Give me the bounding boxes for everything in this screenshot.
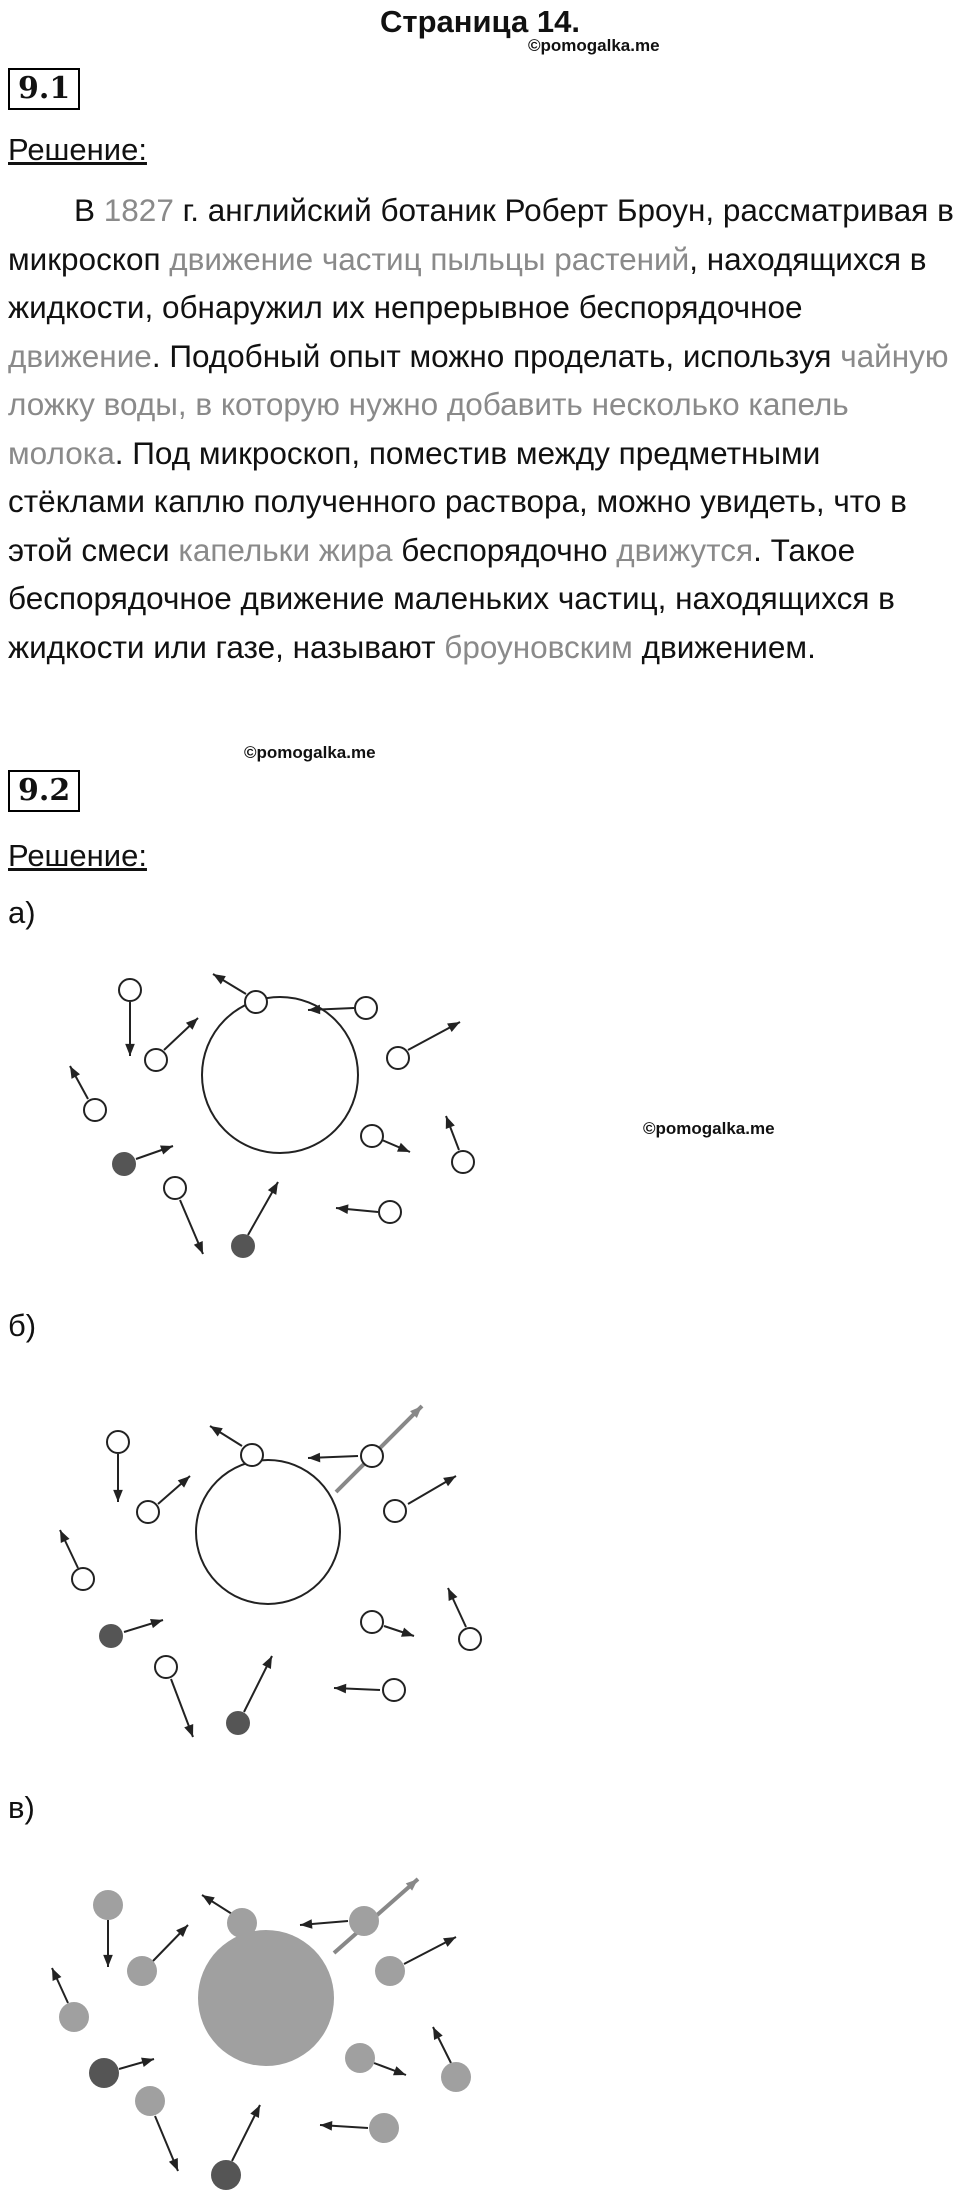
small-particle: [93, 1890, 123, 1920]
arrowhead: [250, 2105, 260, 2118]
arrowhead: [160, 1145, 173, 1154]
highlighted-phrase: движутся: [616, 531, 754, 568]
arrowhead: [320, 2121, 332, 2131]
small-particle: [384, 1500, 406, 1522]
large-particle: [202, 997, 358, 1153]
small-particle: [361, 1125, 383, 1147]
small-particle: [227, 1908, 257, 1938]
small-particle: [383, 1679, 405, 1701]
arrowhead: [447, 1022, 460, 1032]
arrowhead: [60, 1530, 70, 1543]
task-number-9-1: 9.1: [8, 68, 80, 110]
arrowhead: [141, 2058, 154, 2067]
arrowhead: [393, 2066, 406, 2075]
arrowhead: [262, 1656, 272, 1669]
small-particle: [349, 1906, 379, 1936]
small-particle: [459, 1628, 481, 1650]
arrowhead: [113, 1490, 123, 1502]
arrowhead: [210, 1426, 223, 1436]
task-number-9-2: 9.2: [8, 770, 80, 812]
small-particle: [361, 1611, 383, 1633]
watermark: ©pomogalka.me: [643, 1119, 775, 1138]
highlighted-phrase: 1827: [103, 192, 174, 228]
arrowhead: [150, 1619, 163, 1628]
arrowhead: [70, 1066, 80, 1079]
arrowhead: [443, 1476, 456, 1486]
large-particle: [196, 1460, 340, 1604]
highlighted-phrase: броуновским: [444, 628, 633, 665]
small-particle: [59, 2002, 89, 2032]
highlighted-phrase: чайную ложку воды, в которую нужно добавить несколько капель молока: [8, 337, 949, 471]
small-particle: [137, 1501, 159, 1523]
dark-particle: [226, 1711, 250, 1735]
figure-label-a: а): [8, 895, 36, 930]
arrowhead: [397, 1143, 410, 1152]
small-particle: [375, 1956, 405, 1986]
small-particle: [387, 1047, 409, 1069]
text-fragment: В: [74, 192, 104, 228]
arrowhead: [125, 1044, 135, 1056]
arrowhead: [446, 1116, 455, 1129]
arrowhead: [184, 1724, 193, 1737]
small-particle: [241, 1444, 263, 1466]
highlighted-phrase: капельки жира: [178, 531, 393, 568]
small-particle: [155, 1656, 177, 1678]
small-particle: [84, 1099, 106, 1121]
brownian-figure-a: [8, 948, 488, 1280]
small-particle: [379, 1201, 401, 1223]
dark-particle: [231, 1234, 255, 1258]
figure-label-c: в): [8, 1790, 35, 1825]
arrowhead: [308, 1453, 320, 1463]
arrowhead: [169, 2158, 178, 2171]
text-fragment: движением.: [632, 628, 816, 665]
small-particle: [135, 2086, 165, 2116]
small-particle: [164, 1177, 186, 1199]
arrowhead: [443, 1937, 456, 1947]
arrowhead: [52, 1968, 61, 1981]
text-fragment: . Под микроскоп, поместив между предметными стёклами каплю полученного раствора, можно увидеть, что в этой смеси: [8, 434, 907, 568]
arrowhead: [103, 1955, 113, 1967]
page-title: Страница 14.: [380, 4, 580, 39]
highlighted-phrase: движение: [8, 337, 152, 374]
large-particle: [198, 1930, 334, 2066]
text-fragment: г. английский ботаник Роберт Броун, рассматривая в микроскоп: [8, 192, 954, 277]
watermark: ©pomogalka.me: [244, 743, 376, 762]
arrowhead: [213, 974, 226, 984]
small-particle: [72, 1568, 94, 1590]
small-particle: [145, 1049, 167, 1071]
small-particle: [355, 997, 377, 1019]
small-particle: [245, 991, 267, 1013]
arrowhead: [194, 1241, 203, 1254]
highlighted-phrase: движение частиц пыльцы растений: [169, 240, 690, 277]
text-fragment: беспорядочно: [392, 531, 617, 568]
figure-label-b: б): [8, 1308, 37, 1343]
brownian-figure-b: [8, 1392, 488, 1744]
watermark: ©pomogalka.me: [528, 36, 660, 55]
dark-particle: [112, 1152, 136, 1176]
solution-label: Решение:: [8, 838, 147, 873]
dark-particle: [211, 2160, 241, 2190]
solution-label: Решение:: [8, 132, 147, 167]
text-fragment: , находящихся в жидкости, обнаружил их непрерывное беспорядочное: [8, 240, 927, 325]
arrowhead: [433, 2027, 443, 2040]
small-particle: [441, 2062, 471, 2092]
text-fragment: . Такое беспорядочное движение маленьких частиц, находящихся в жидкости или газе, называют: [8, 531, 895, 665]
small-particle: [107, 1431, 129, 1453]
brownian-figure-c: [8, 1865, 488, 2199]
arrowhead: [401, 1628, 414, 1637]
arrowhead: [334, 1684, 346, 1694]
arrowhead: [202, 1895, 215, 1906]
dark-particle: [99, 1624, 123, 1648]
solution-paragraph: [8, 186, 958, 671]
small-particle: [119, 979, 141, 1001]
text-fragment: . Подобный опыт можно проделать, используя: [151, 337, 841, 374]
small-particle: [345, 2043, 375, 2073]
arrowhead: [448, 1588, 457, 1601]
dark-particle: [89, 2058, 119, 2088]
small-particle: [127, 1956, 157, 1986]
small-particle: [361, 1445, 383, 1467]
small-particle: [452, 1151, 474, 1173]
small-particle: [369, 2113, 399, 2143]
arrowhead: [268, 1182, 278, 1195]
